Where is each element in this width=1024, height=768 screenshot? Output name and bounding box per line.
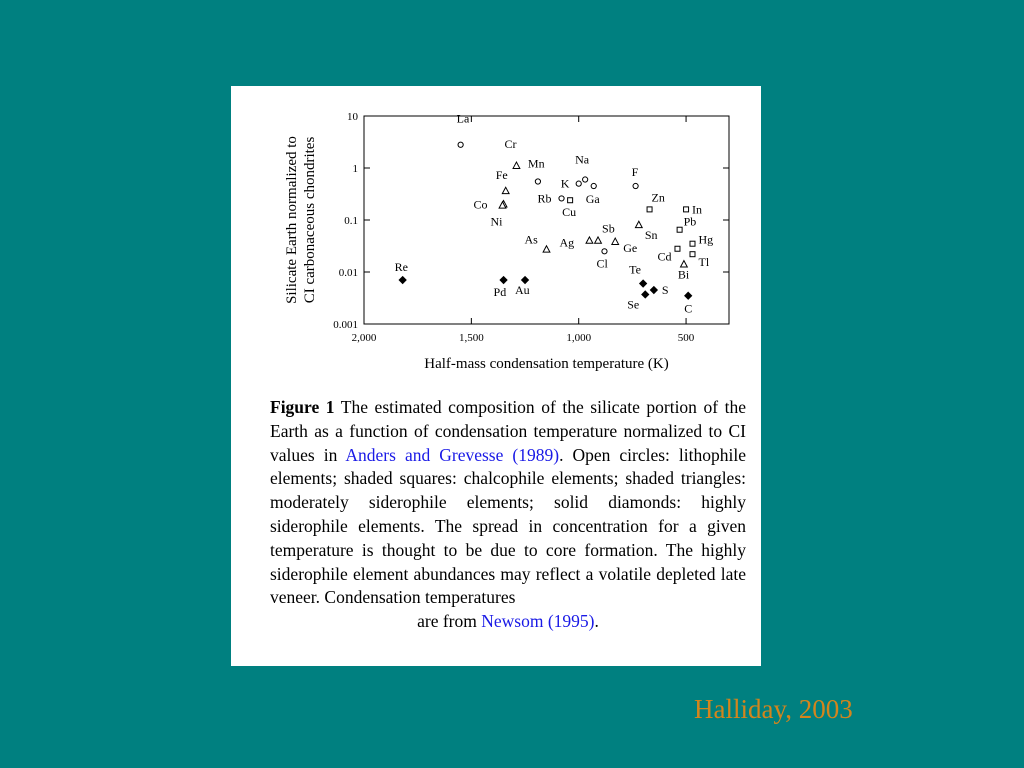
x-tick-label: 1,500 xyxy=(458,332,484,344)
point-ge xyxy=(612,238,637,255)
label-hg: Hg xyxy=(698,232,714,247)
marker-s xyxy=(650,286,657,293)
point-se xyxy=(627,291,649,312)
point-bi xyxy=(678,261,690,282)
label-mn: Mn xyxy=(527,156,545,171)
point-c xyxy=(684,292,692,316)
label-ni: Ni xyxy=(490,214,503,229)
point-cu xyxy=(562,198,576,220)
label-ag: Ag xyxy=(559,235,575,250)
point-as xyxy=(525,233,550,253)
y-tick-label: 1 xyxy=(352,163,358,175)
point-f xyxy=(632,165,639,189)
marker-la xyxy=(458,142,463,147)
label-cd: Cd xyxy=(657,249,672,264)
marker-cu xyxy=(568,198,573,203)
caption-last-line xyxy=(270,610,746,634)
caption-text-1: The estimated composition of the silicate portion of the Earth as a function of condensation temperature normalized to CI values in xyxy=(270,397,746,465)
point-mn xyxy=(528,157,545,185)
point-cl xyxy=(596,249,608,271)
y-tick-label: 0.001 xyxy=(333,319,358,331)
marker-f xyxy=(633,183,638,188)
marker-re xyxy=(399,276,406,283)
scatter-chart xyxy=(231,86,761,376)
data-points xyxy=(395,112,714,316)
label-sn: Sn xyxy=(644,228,658,243)
point-ag xyxy=(559,236,592,250)
label-ga: Ga xyxy=(585,192,600,207)
anders-grevesse-link[interactable]: Anders and Grevesse (1989) xyxy=(345,444,560,465)
point-s xyxy=(650,283,668,297)
x-tick-label: 1,000 xyxy=(566,332,592,344)
label-te: Te xyxy=(629,262,641,277)
x-tick-label: 500 xyxy=(677,332,695,344)
y-axis-title-line1: Silicate Earth normalized to xyxy=(284,136,300,304)
marker-sb xyxy=(595,237,602,243)
marker-pb xyxy=(677,227,682,232)
label-k: K xyxy=(560,176,570,191)
marker-bi xyxy=(681,261,688,267)
y-tick-label: 0.01 xyxy=(338,267,358,279)
label-re: Re xyxy=(394,260,408,275)
marker-in xyxy=(684,207,689,212)
point-na xyxy=(575,153,590,183)
figure-caption xyxy=(270,396,746,634)
point-pb xyxy=(677,215,696,233)
x-axis-title: Half-mass condensation temperature (K) xyxy=(424,356,669,372)
x-tick-label: 2,000 xyxy=(351,332,377,344)
x-axis-ticks xyxy=(352,116,695,344)
attribution-text: Halliday, 2003 xyxy=(694,694,853,724)
caption-lead: Figure 1 xyxy=(270,397,335,417)
marker-te xyxy=(640,280,647,287)
caption-text-3: are from xyxy=(417,611,482,632)
label-rb: Rb xyxy=(537,191,552,206)
point-pd xyxy=(494,276,508,299)
label-au: Au xyxy=(515,283,530,298)
label-as: As xyxy=(524,232,538,247)
point-ni xyxy=(490,202,505,229)
label-pb: Pb xyxy=(683,214,697,229)
label-fe: Fe xyxy=(495,168,508,183)
label-f: F xyxy=(631,165,639,180)
point-k xyxy=(561,177,582,191)
label-cr: Cr xyxy=(504,136,517,151)
caption-text-4: . xyxy=(594,611,599,632)
plot-frame xyxy=(364,116,729,324)
marker-hg xyxy=(690,241,695,246)
figure-card xyxy=(231,86,761,666)
marker-mn xyxy=(535,179,540,184)
point-la xyxy=(457,112,470,148)
marker-c xyxy=(685,292,692,299)
point-hg xyxy=(690,233,713,247)
point-rb xyxy=(538,191,565,205)
marker-sn xyxy=(635,221,642,227)
y-axis-title-line2: CI carbonaceous chondrites xyxy=(302,136,318,304)
marker-cd xyxy=(675,246,680,251)
label-ge: Ge xyxy=(623,240,638,255)
label-cu: Cu xyxy=(562,205,577,220)
marker-pd xyxy=(500,276,507,283)
point-tl xyxy=(690,252,710,270)
y-axis-ticks xyxy=(333,111,729,331)
point-zn xyxy=(647,190,665,212)
point-au xyxy=(515,276,530,297)
marker-ga xyxy=(591,183,596,188)
marker-zn xyxy=(647,207,652,212)
point-sn xyxy=(635,221,657,242)
point-re xyxy=(395,260,408,284)
label-s: S xyxy=(661,283,669,298)
newsom-link[interactable]: Newsom (1995) xyxy=(481,611,595,632)
label-bi: Bi xyxy=(677,267,690,282)
label-in: In xyxy=(692,202,703,217)
marker-se xyxy=(642,291,649,298)
y-tick-label: 10 xyxy=(347,111,358,123)
point-cr xyxy=(504,137,519,169)
label-zn: Zn xyxy=(651,190,665,205)
marker-ge xyxy=(612,238,619,244)
label-se: Se xyxy=(627,297,640,312)
label-cl: Cl xyxy=(596,256,608,271)
marker-cr xyxy=(513,162,520,168)
point-ga xyxy=(586,183,601,206)
label-la: La xyxy=(456,111,470,126)
label-tl: Tl xyxy=(698,255,710,270)
point-cd xyxy=(657,246,680,264)
y-tick-label: 0.1 xyxy=(344,215,358,227)
marker-na xyxy=(583,177,588,182)
point-te xyxy=(629,263,647,288)
label-co: Co xyxy=(473,197,488,212)
label-c: C xyxy=(684,301,693,316)
point-fe xyxy=(496,168,509,194)
marker-rb xyxy=(559,196,564,201)
marker-as xyxy=(543,246,550,252)
label-na: Na xyxy=(575,152,590,167)
label-pd: Pd xyxy=(493,285,507,300)
marker-cl xyxy=(602,249,607,254)
caption-text-2: . Open circles: lithophile elements; shaded squares: chalcophile elements; shaded triangles: moderately siderophile elements; solid diamonds: highly siderophile elements. The spread in concentration for a given temperature is thought to be due to core formation. The highly siderophile element abundances may reflect a volatile depleted late veneer. Condensation temperatures xyxy=(270,444,746,608)
label-sb: Sb xyxy=(602,221,615,236)
marker-fe xyxy=(502,187,509,193)
marker-tl xyxy=(690,252,695,257)
marker-k xyxy=(576,181,581,186)
marker-ag xyxy=(586,237,593,243)
point-sb xyxy=(595,222,615,244)
